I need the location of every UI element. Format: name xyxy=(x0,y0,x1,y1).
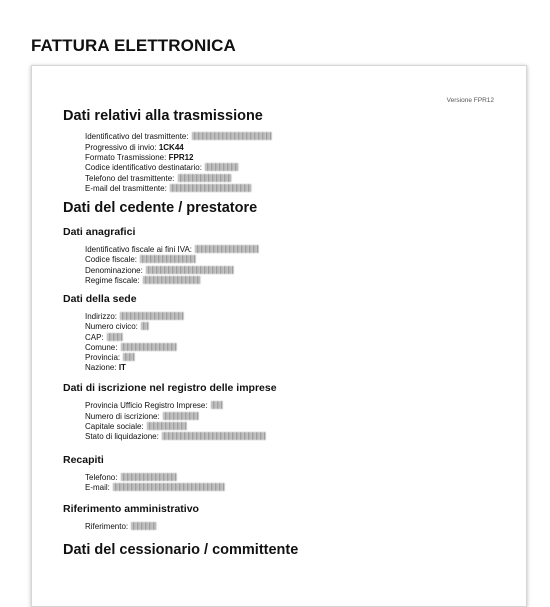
subheading-registro-imprese: Dati di iscrizione nel registro delle imprese xyxy=(63,381,277,394)
redacted-value xyxy=(211,401,223,409)
field-progressivo-invio xyxy=(85,143,506,153)
field-indirizzo xyxy=(85,312,506,322)
redacted-value xyxy=(146,266,234,274)
field-label: Provincia Ufficio Registro Imprese: xyxy=(85,401,208,411)
field-label: Codice fiscale: xyxy=(85,255,138,265)
redacted-value xyxy=(178,174,232,182)
field-capitale-sociale xyxy=(85,422,506,432)
redacted-value xyxy=(107,333,123,341)
section-heading-trasmissione: Dati relativi alla trasmissione xyxy=(63,108,263,124)
field-label: CAP: xyxy=(85,332,104,342)
field-label: E-mail del trasmittente: xyxy=(85,183,167,193)
redacted-value xyxy=(131,522,157,530)
section-heading-cessionario: Dati del cessionario / committente xyxy=(63,541,299,558)
field-riferimento xyxy=(85,522,506,532)
redacted-value xyxy=(140,255,196,263)
field-regime-fiscale xyxy=(85,276,506,286)
field-numero-iscrizione xyxy=(85,412,506,422)
field-label: Stato di liquidazione: xyxy=(85,432,159,442)
redacted-value xyxy=(123,353,135,361)
subheading-riferimento-amministrativo: Riferimento amministrativo xyxy=(63,502,199,515)
field-identificativo-trasmittente xyxy=(85,132,506,142)
field-stato-liquidazione xyxy=(85,432,506,442)
redacted-value xyxy=(162,432,266,440)
redacted-value xyxy=(120,312,184,320)
redacted-value xyxy=(163,412,199,420)
field-label: Identificativo del trasmittente: xyxy=(85,132,189,142)
field-telefono xyxy=(85,473,506,483)
redacted-value xyxy=(141,322,149,330)
field-codice-fiscale xyxy=(85,255,506,265)
field-label: Provincia: xyxy=(85,353,121,363)
redacted-value xyxy=(121,473,177,481)
subheading-dati-sede: Dati della sede xyxy=(63,293,137,306)
field-id-fiscale-iva xyxy=(85,245,506,255)
field-label: Codice identificativo destinatario: xyxy=(85,163,202,173)
invoice-content xyxy=(63,108,506,559)
redacted-value xyxy=(121,343,177,351)
riferimento-fields xyxy=(85,522,506,532)
field-label: Formato Trasmissione: xyxy=(85,152,167,162)
redacted-value xyxy=(192,132,272,140)
field-email-trasmittente xyxy=(85,184,506,194)
redacted-value xyxy=(147,422,187,430)
field-label: Identificativo fiscale ai fini IVA: xyxy=(85,245,193,255)
field-telefono-trasmittente xyxy=(85,174,506,184)
field-label: Numero di iscrizione: xyxy=(85,411,160,421)
field-label: E-mail: xyxy=(85,483,110,493)
field-cap xyxy=(85,333,506,343)
field-label: Progressivo di invio: xyxy=(85,142,157,152)
field-label: Riferimento: xyxy=(85,522,129,532)
version-label: Versione FPR12 xyxy=(446,97,494,104)
subheading-dati-anagrafici: Dati anagrafici xyxy=(63,225,136,238)
redacted-value xyxy=(113,483,225,491)
field-numero-civico xyxy=(85,322,506,332)
field-label: Nazione: xyxy=(85,363,117,373)
field-value: 1CK44 xyxy=(158,142,184,152)
sede-fields xyxy=(85,312,506,374)
field-label: Denominazione: xyxy=(85,265,143,275)
registro-fields xyxy=(85,401,506,442)
field-value: FPR12 xyxy=(168,152,194,162)
field-label: Comune: xyxy=(85,342,118,352)
anagrafici-fields xyxy=(85,245,506,286)
field-denominazione xyxy=(85,266,506,276)
subheading-recapiti: Recapiti xyxy=(63,453,104,466)
field-value: IT xyxy=(118,363,126,373)
field-label: Regime fiscale: xyxy=(85,276,140,286)
field-comune xyxy=(85,343,506,353)
page-title: FATTURA ELETTRONICA xyxy=(31,36,236,55)
recapiti-fields xyxy=(85,473,506,494)
field-provincia-ufficio xyxy=(85,401,506,411)
field-provincia xyxy=(85,353,506,363)
field-codice-destinatario xyxy=(85,163,506,173)
field-nazione xyxy=(85,363,506,373)
field-label: Numero civico: xyxy=(85,322,138,332)
trasmissione-fields xyxy=(85,132,506,194)
field-formato-trasmissione xyxy=(85,153,506,163)
redacted-value xyxy=(195,245,259,253)
section-heading-cedente: Dati del cedente / prestatore xyxy=(63,200,258,217)
invoice-document xyxy=(31,65,527,607)
redacted-value xyxy=(143,276,201,284)
field-email xyxy=(85,483,506,493)
redacted-value xyxy=(170,184,252,192)
field-label: Telefono del trasmittente: xyxy=(85,173,175,183)
field-label: Capitale sociale: xyxy=(85,421,144,431)
redacted-value xyxy=(205,163,239,171)
field-label: Indirizzo: xyxy=(85,311,118,321)
field-label: Telefono: xyxy=(85,473,118,483)
